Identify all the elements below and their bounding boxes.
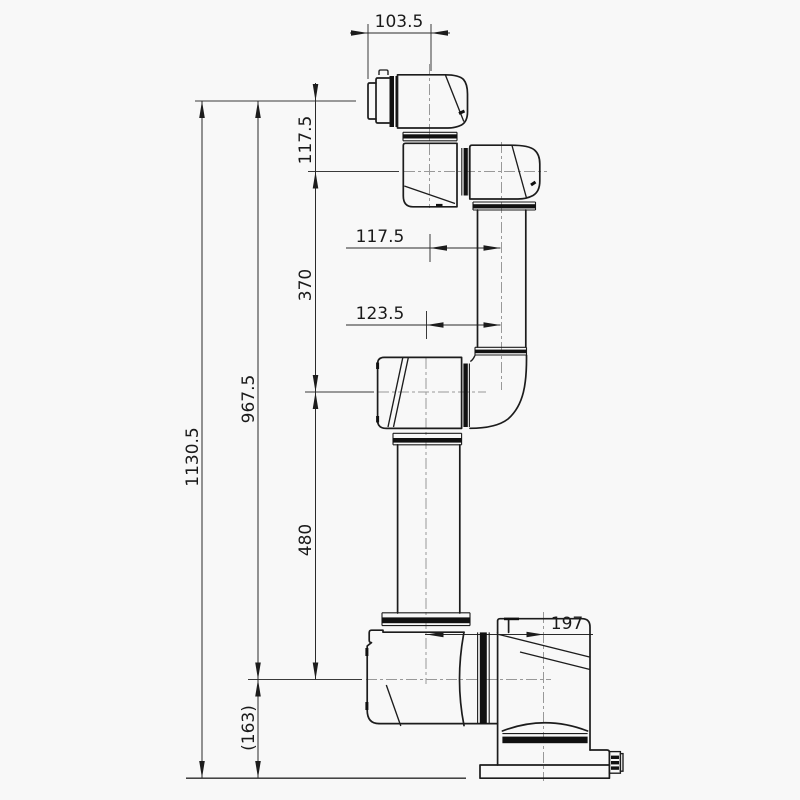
dim-label-overall-height: 1130.5 (183, 427, 203, 487)
dim-label-head-height: 117.5 (296, 115, 316, 165)
dim-label-base-offset: 197 (550, 614, 584, 634)
dim-label-elbow-offset: 123.5 (355, 304, 405, 324)
dim-label-upper-arm-length: 480 (296, 523, 316, 557)
dim-label-top-width: 103.5 (374, 12, 424, 32)
dim-label-base-height: (163) (239, 705, 259, 751)
dim-label-forearm-length: 370 (296, 268, 316, 302)
dim-label-wrist-offset: 117.5 (355, 227, 405, 247)
dim-label-flange-to-shoulder: 967.5 (239, 374, 259, 424)
